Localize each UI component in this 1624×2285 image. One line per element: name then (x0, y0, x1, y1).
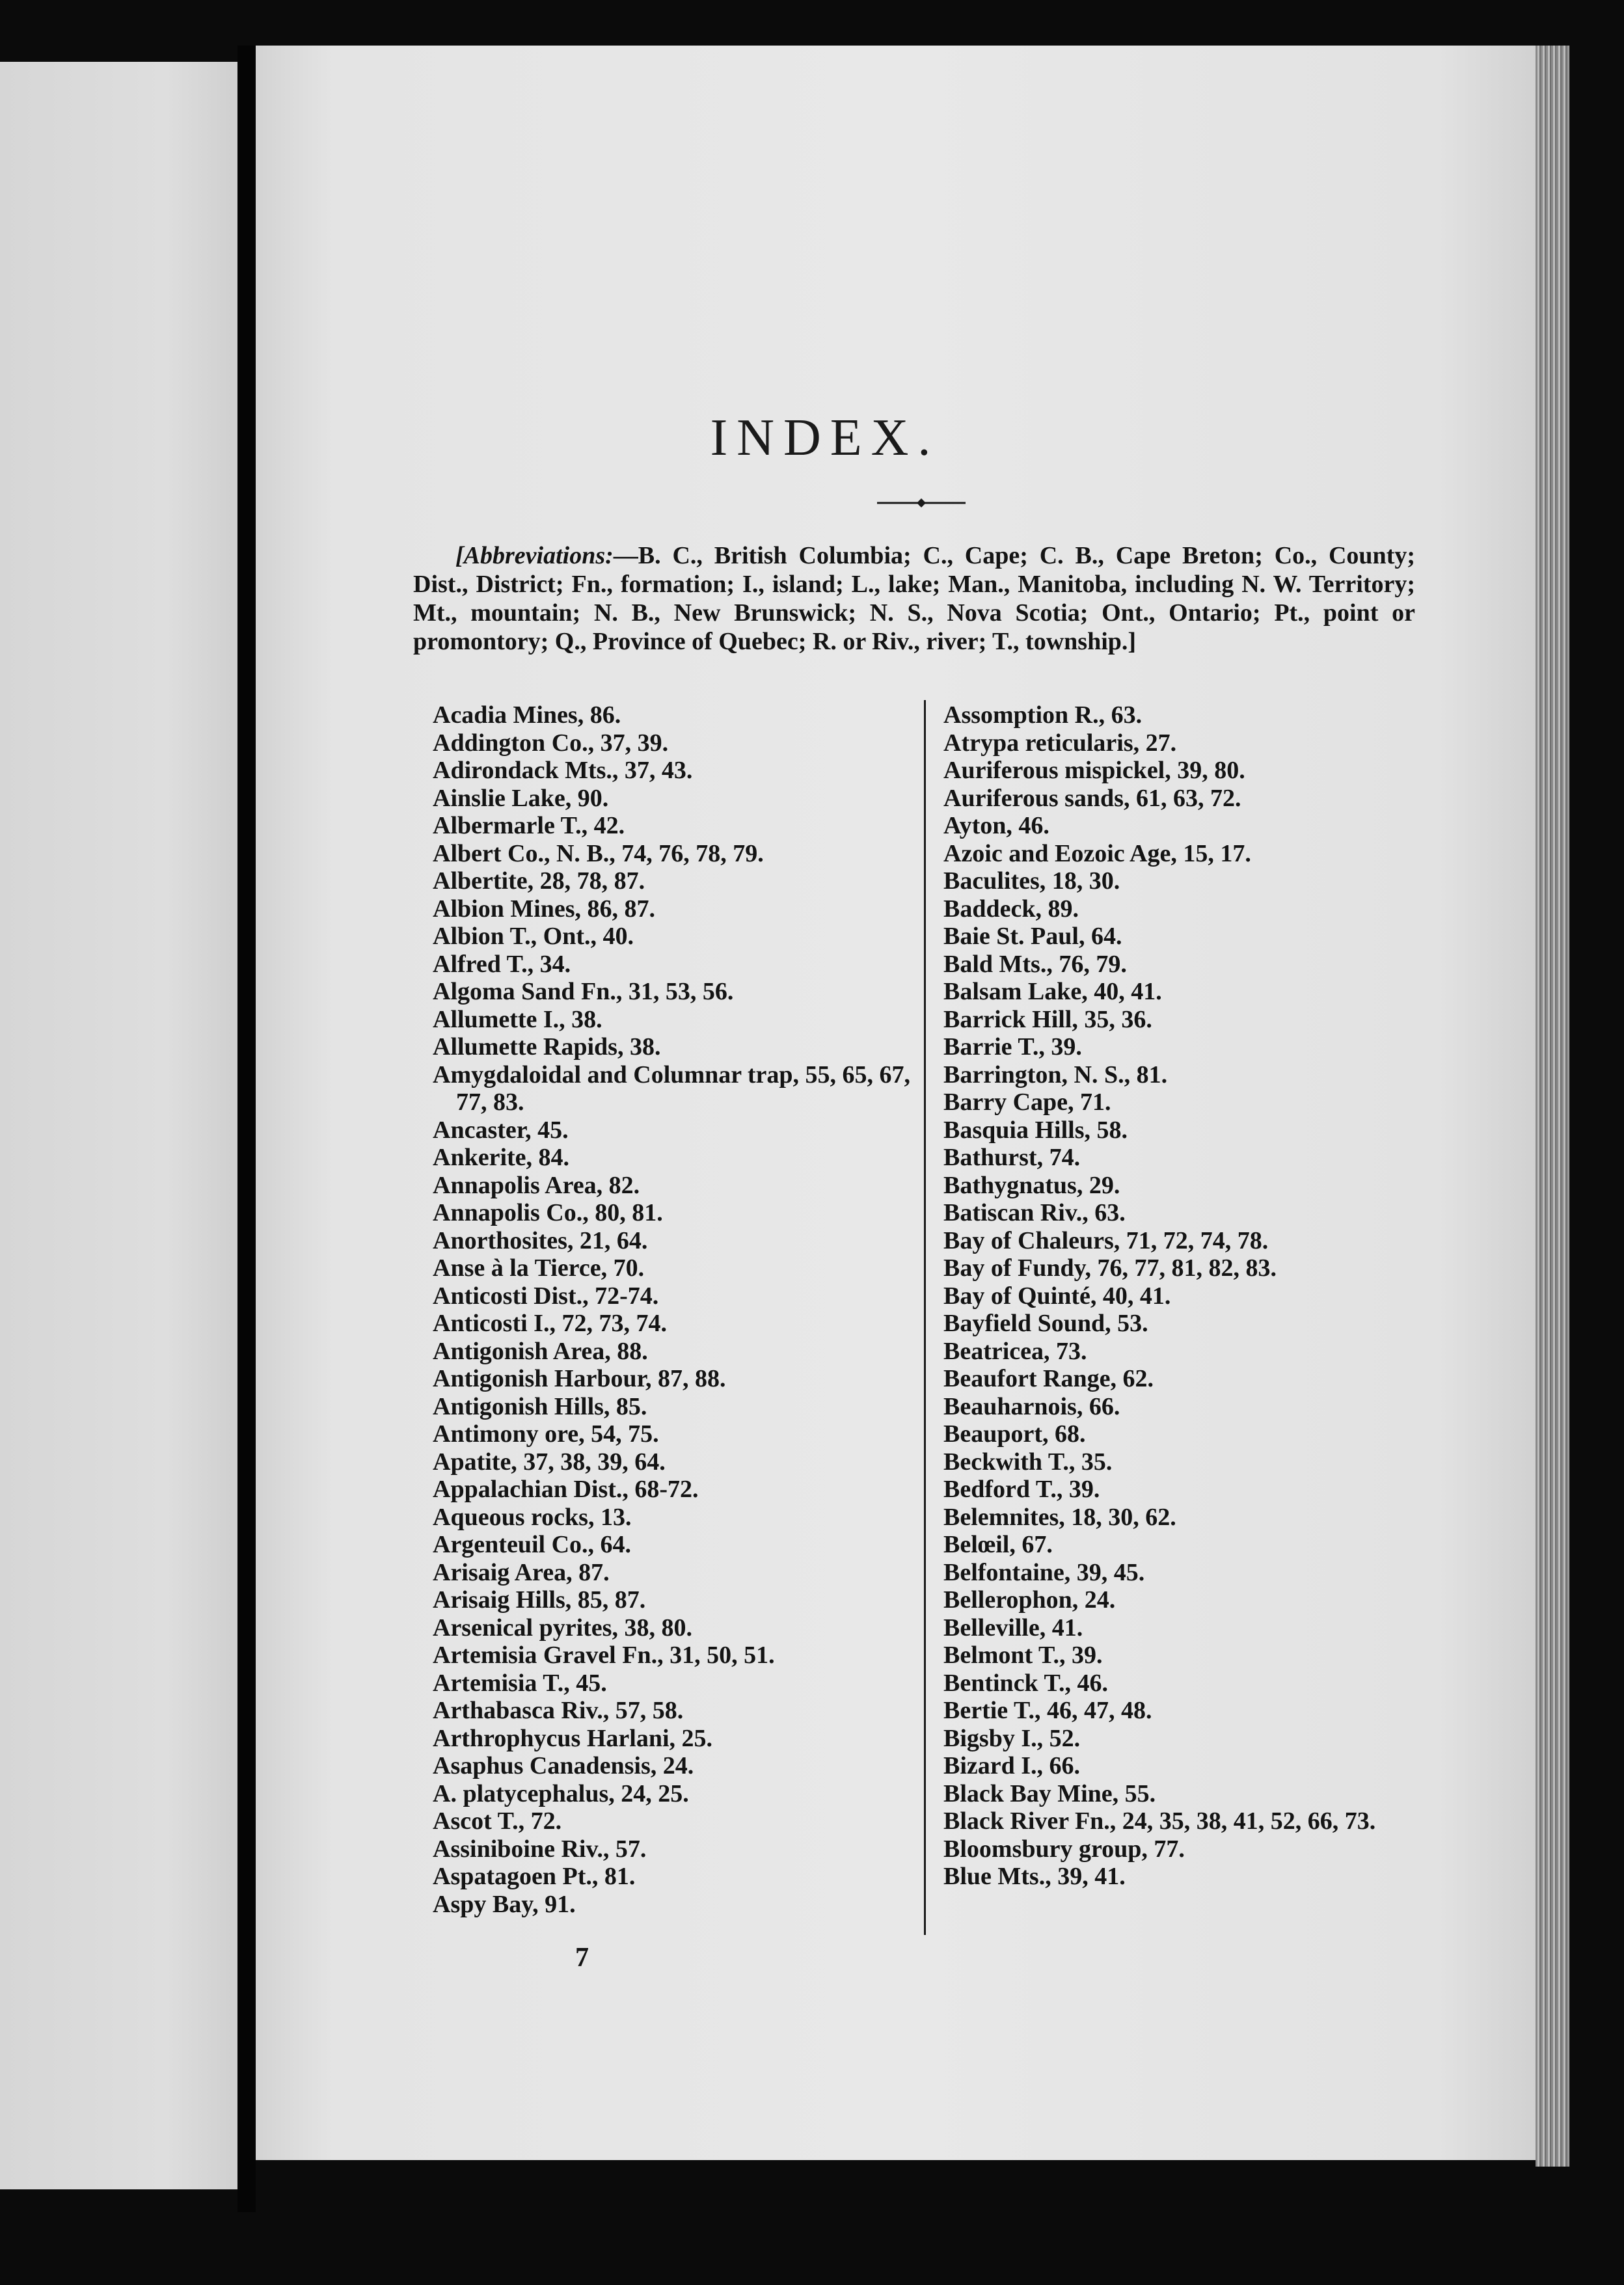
index-entry: Antimony ore, 54, 75. (433, 1420, 659, 1448)
index-entry: Beauharnois, 66. (943, 1392, 1120, 1420)
index-entry: Assiniboine Riv., 57. (433, 1835, 647, 1863)
index-entry: Appalachian Dist., 68-72. (433, 1476, 699, 1503)
index-entry: Arisaig Hills, 85, 87. (433, 1586, 646, 1614)
index-entry: Apatite, 37, 38, 39, 64. (433, 1448, 666, 1476)
index-entry: Aqueous rocks, 13. (433, 1503, 632, 1531)
index-entry: Auriferous sands, 61, 63, 72. (943, 784, 1241, 812)
index-entry: Bigsby I., 52. (943, 1724, 1081, 1752)
index-entry: Antigonish Area, 88. (433, 1337, 648, 1365)
page-title: INDEX. (710, 409, 940, 466)
abbreviations-label: [Abbreviations: (455, 542, 614, 569)
index-entry: Arsenical pyrites, 38, 80. (433, 1614, 692, 1642)
index-entry: Barrington, N. S., 81. (943, 1061, 1168, 1088)
abbreviations-note (413, 541, 1415, 656)
title-ornament (877, 497, 966, 509)
index-entry: Arisaig Area, 87. (433, 1558, 610, 1586)
index-entry: Belleville, 41. (943, 1614, 1083, 1642)
index-entry: Batiscan Riv., 63. (943, 1199, 1126, 1226)
index-entry: Albion Mines, 86, 87. (433, 895, 656, 923)
book-gutter (237, 46, 256, 2212)
index-entry: Artemisia T., 45. (433, 1669, 607, 1697)
index-entry: Atrypa reticularis, 27. (943, 729, 1177, 757)
facing-page-edge (0, 62, 237, 2189)
index-entry: Annapolis Area, 82. (433, 1171, 640, 1199)
index-entry: Algoma Sand Fn., 31, 53, 56. (433, 978, 734, 1005)
index-entry: Annapolis Co., 80, 81. (433, 1199, 663, 1226)
index-entry: Bizard I., 66. (943, 1752, 1081, 1779)
index-entry: Artemisia Gravel Fn., 31, 50, 51. (433, 1642, 775, 1669)
index-entry: Barrie T., 39. (943, 1033, 1082, 1061)
index-entry: Bloomsbury group, 77. (943, 1835, 1185, 1863)
index-entry: Beauport, 68. (943, 1420, 1086, 1448)
index-entry: Albermarle T., 42. (433, 812, 625, 839)
index-entry: Ayton, 46. (943, 812, 1049, 839)
index-entry: Anticosti I., 72, 73, 74. (433, 1310, 667, 1337)
index-entry: Black River Fn., 24, 35, 38, 41, 52, 66, 73. (943, 1807, 1376, 1835)
index-entry: Allumette I., 38. (433, 1005, 602, 1033)
index-entry: Bentinck T., 46. (943, 1669, 1109, 1697)
abbreviations-text: —B. C., British Columbia; C., Cape; C. B., Cape Breton; Co., County; Dist., District; Fn., formation; I., island; L., lake; Man., Manitoba, including N. W. Territory; Mt., mountain; N. B., New Brunswick; N. S., Nova Scotia; Ont., Ontario; Pt., point or promontory; Q., Province of Quebec; R. or Riv., river; T., township.] (413, 542, 1415, 655)
page-stack-edge (1536, 46, 1569, 2167)
index-entry: Allumette Rapids, 38. (433, 1033, 661, 1061)
index-entry: Black Bay Mine, 55. (943, 1779, 1156, 1807)
index-entry: Bathygnatus, 29. (943, 1171, 1120, 1199)
index-entry: Anse à la Tierce, 70. (433, 1254, 645, 1282)
index-entry: Belemnites, 18, 30, 62. (943, 1503, 1176, 1531)
index-entry: Barry Cape, 71. (943, 1088, 1111, 1116)
index-entry: Bayfield Sound, 53. (943, 1310, 1148, 1337)
index-entry: A. platycephalus, 24, 25. (433, 1779, 689, 1807)
index-entry: Acadia Mines, 86. (433, 701, 621, 729)
index-entry: Bay of Fundy, 76, 77, 81, 82, 83. (943, 1254, 1277, 1282)
column-divider (924, 700, 926, 1935)
index-entry: Bathurst, 74. (943, 1144, 1081, 1171)
page-number: 7 (575, 1943, 589, 1973)
index-entry: Auriferous mispickel, 39, 80. (943, 757, 1245, 784)
index-entry: Amygdaloidal and Columnar trap, 55, 65, 67, 77, 83. (433, 1061, 911, 1116)
index-entry: Antigonish Hills, 85. (433, 1392, 647, 1420)
index-entry: Beaufort Range, 62. (943, 1365, 1154, 1392)
index-entry: Asaphus Canadensis, 24. (433, 1752, 694, 1779)
index-entry: Beckwith T., 35. (943, 1448, 1113, 1476)
index-entry: Baculites, 18, 30. (943, 867, 1120, 895)
index-entry: Albertite, 28, 78, 87. (433, 867, 645, 895)
index-entry: Balsam Lake, 40, 41. (943, 978, 1162, 1005)
index-entry: Adirondack Mts., 37, 43. (433, 757, 693, 784)
index-entry: Ankerite, 84. (433, 1144, 570, 1171)
index-entry: Blue Mts., 39, 41. (943, 1863, 1126, 1890)
index-entry: Barrick Hill, 35, 36. (943, 1005, 1152, 1033)
index-entry: Anticosti Dist., 72-74. (433, 1282, 659, 1310)
index-entry: Bellerophon, 24. (943, 1586, 1116, 1614)
index-entry: Ainslie Lake, 90. (433, 784, 609, 812)
index-entry: Antigonish Harbour, 87, 88. (433, 1365, 726, 1392)
index-column-left (433, 701, 914, 1918)
index-entry: Argenteuil Co., 64. (433, 1531, 632, 1558)
index-entry: Aspatagoen Pt., 81. (433, 1863, 636, 1890)
index-entry: Ancaster, 45. (433, 1116, 569, 1144)
index-entry: Bald Mts., 76, 79. (943, 950, 1127, 978)
index-entry: Alfred T., 34. (433, 950, 571, 978)
index-entry: Assomption R., 63. (943, 701, 1143, 729)
index-entry: Beatricea, 73. (943, 1337, 1087, 1365)
index-entry: Baddeck, 89. (943, 895, 1079, 923)
index-entry: Anorthosites, 21, 64. (433, 1226, 648, 1254)
index-entry: Belmont T., 39. (943, 1642, 1103, 1669)
index-entry: Azoic and Eozoic Age, 15, 17. (943, 839, 1251, 867)
index-entry: Baie St. Paul, 64. (943, 923, 1122, 950)
index-entry: Ascot T., 72. (433, 1807, 562, 1835)
index-entry: Bay of Chaleurs, 71, 72, 74, 78. (943, 1226, 1269, 1254)
index-entry: Albion T., Ont., 40. (433, 923, 634, 950)
index-entry: Bay of Quinté, 40, 41. (943, 1282, 1171, 1310)
index-entry: Bertie T., 46, 47, 48. (943, 1697, 1152, 1724)
index-entry: Albert Co., N. B., 74, 76, 78, 79. (433, 839, 764, 867)
index-entry: Arthrophycus Harlani, 25. (433, 1724, 713, 1752)
index-entry: Basquia Hills, 58. (943, 1116, 1128, 1144)
index-entry: Bedford T., 39. (943, 1476, 1100, 1503)
index-entry: Aspy Bay, 91. (433, 1890, 576, 1918)
index-entry: Addington Co., 37, 39. (433, 729, 669, 757)
index-entry: Belœil, 67. (943, 1531, 1053, 1558)
index-entry: Arthabasca Riv., 57, 58. (433, 1697, 684, 1724)
index-entry: Belfontaine, 39, 45. (943, 1558, 1145, 1586)
index-column-right (943, 701, 1418, 1891)
